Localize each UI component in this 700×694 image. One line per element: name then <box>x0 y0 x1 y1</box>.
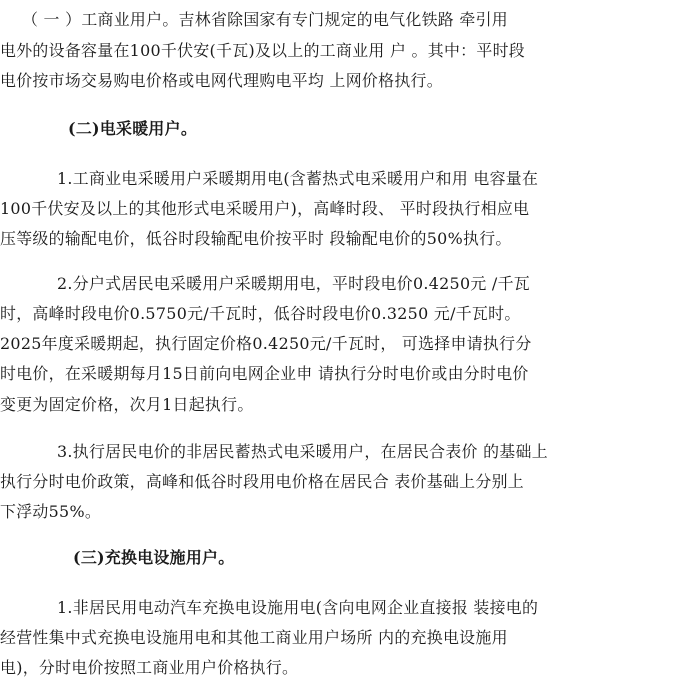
section-heading-2: (二)电采暖用户。 <box>68 119 198 138</box>
paragraph-line: 100千伏安及以上的其他形式电采暖用户)，高峰时段、 平时段执行相应电 <box>0 199 530 218</box>
paragraph-line: 时，高峰时段电价0.5750元/千瓦时，低谷时段电价0.3250 元/千瓦时。 <box>0 304 521 323</box>
paragraph-line: 下浮动55%。 <box>0 502 102 521</box>
section-heading-3: (三)充换电设施用户。 <box>73 548 235 567</box>
paragraph-line: 电外的设备容量在100千伏安(千瓦)及以上的工商业用 户 。其中：平时段 <box>0 41 525 60</box>
paragraph-line: 1.工商业电采暖用户采暖期用电(含蓄热式电采暖用户和用 电容量在 <box>57 169 539 188</box>
paragraph-line: 经营性集中式充换电设施用电和其他工商业用户场所 内的充换电设施用 <box>0 628 508 647</box>
paragraph-line: 电价按市场交易购电价格或电网代理购电平均 上网价格执行。 <box>0 71 443 90</box>
paragraph-line: 电)，分时电价按照工商业用户价格执行。 <box>0 658 299 677</box>
paragraph-line: 时电价，在采暖期每月15日前向电网企业申 请执行分时电价或由分时电价 <box>0 364 529 383</box>
paragraph-line: （ 一 ）工商业用户。吉林省除国家有专门规定的电气化铁路 牵引用 <box>22 10 508 29</box>
paragraph-line: 变更为固定价格，次月1日起执行。 <box>0 395 254 414</box>
paragraph-line: 2.分户式居民电采暖用户采暖期用电，平时段电价0.4250元 /千瓦 <box>57 274 530 293</box>
paragraph-line: 压等级的输配电价，低谷时段输配电价按平时 段输配电价的50%执行。 <box>0 229 512 248</box>
paragraph-line: 2025年度采暖期起，执行固定价格0.4250元/千瓦时， 可选择申请执行分 <box>0 334 532 353</box>
paragraph-line: 3.执行居民电价的非居民蓄热式电采暖用户，在居民合表价 的基础上 <box>57 442 548 461</box>
paragraph-line: 执行分时电价政策，高峰和低谷时段用电价格在居民合 表价基础上分别上 <box>0 472 524 491</box>
paragraph-line: 1.非居民用电动汽车充换电设施用电(含向电网企业直接报 装接电的 <box>57 598 539 617</box>
